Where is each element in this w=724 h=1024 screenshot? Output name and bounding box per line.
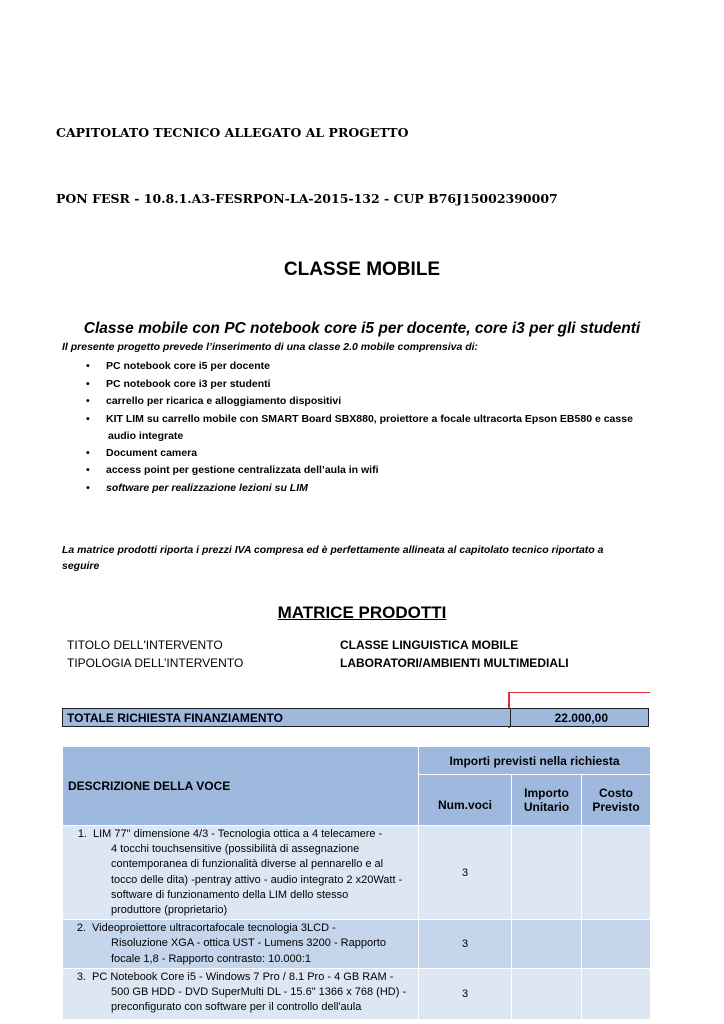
row-number: 1. (77, 828, 87, 840)
table-row (63, 920, 651, 969)
capitolato-heading: CAPITOLATO TECNICO ALLEGATO AL PROGETTO (56, 125, 409, 140)
list-item-line: KIT LIM su carrello mobile con SMART Board SBX880, proiettore a focale ultracorta Epson EB580 e casse (106, 412, 633, 425)
items-table (62, 746, 651, 1020)
list-item: • Document camera (86, 445, 646, 463)
header-line: Unitario (523, 800, 570, 814)
list-item: • access point per gestione centralizzata dell’aula in wifi (86, 462, 646, 480)
table-header-row (63, 747, 651, 775)
desc-line: contemporanea di funzionalità diverse al pennarello e al (111, 858, 384, 871)
row-costo (582, 826, 651, 920)
desc-line: Videoproiettore ultracortafocale tecnologia 3LCD - (92, 922, 336, 935)
red-marker-line (508, 692, 650, 693)
row-description (63, 826, 419, 920)
desc-line: LIM 77" dimensione 4/3 - Tecnologia ottica a 4 telecamere - (93, 828, 383, 840)
matrix-title: MATRICE PRODOTTI (277, 603, 447, 622)
row-importo (512, 826, 582, 920)
col-header-importi: Importi previsti nella richiesta (419, 747, 651, 775)
list-item: • carrello per ricarica e alloggiamento dispositivi (86, 393, 646, 411)
desc-line: tocco delle dita) -pentray attivo - audio integrato 2 x20Watt - (111, 873, 403, 886)
row-costo (582, 968, 651, 1019)
table-row (63, 826, 651, 920)
tipologia-value: LABORATORI/AMBIENTI MULTIMEDIALI (340, 656, 569, 670)
col-header-costo-previsto (582, 775, 651, 826)
list-item (86, 411, 646, 445)
total-label: TOTALE RICHIESTA FINANZIAMENTO (67, 711, 283, 725)
desc-line: PC Notebook Core i5 - Windows 7 Pro / 8.1 Pro - 4 GB RAM - (92, 970, 394, 983)
row-description (63, 968, 419, 1019)
desc-line: software di funzionamento della LIM dello stesso (111, 888, 349, 901)
col-header-num-voci: Num.voci (419, 775, 512, 826)
desc-line: Risoluzione XGA - ottica UST - Lumens 3200 - Rapporto (111, 937, 386, 950)
pon-heading: PON FESR - 10.8.1.A3-FESRPON-LA-2015-132 - CUP B76J15002390007 (56, 191, 558, 206)
header-line: Importo (524, 786, 569, 800)
list-item: • PC notebook core i5 per docente (86, 358, 646, 376)
row-qty: 3 (419, 920, 512, 969)
row-qty: 3 (419, 968, 512, 1019)
row-number: 3. (76, 970, 86, 983)
list-item: • software per realizzazione lezioni su LIM (86, 480, 646, 498)
pricing-note (62, 542, 652, 574)
total-value: 22.000,00 (554, 711, 608, 725)
note-line: La matrice prodotti riporta i prezzi IVA compresa ed è perfettamente allineata al capitolato tecnico riportato a (62, 544, 604, 556)
desc-line: 500 GB HDD - DVD SuperMulti DL - 15.6" 1366 x 768 (HD) - (111, 986, 407, 999)
intro-text: Il presente progetto prevede l’inserimento di una classe 2.0 mobile comprensiva di: (62, 341, 479, 353)
desc-line: 4 tocchi touchsensitive (possibilità di assegnazione (111, 843, 360, 856)
row-importo (512, 920, 582, 969)
feature-list (86, 358, 646, 498)
list-item: • PC notebook core i3 per studenti (86, 376, 646, 394)
row-costo (582, 920, 651, 969)
desc-line: produttore (proprietario) (111, 904, 228, 917)
col-header-description: DESCRIZIONE DELLA VOCE (63, 747, 419, 826)
row-description (63, 920, 419, 969)
total-divider (510, 709, 511, 727)
document-subtitle: Classe mobile con PC notebook core i5 per docente, core i3 per gli studenti (83, 320, 641, 337)
row-importo (512, 968, 582, 1019)
row-qty: 3 (419, 826, 512, 920)
tipologia-label: TIPOLOGIA DELL’INTERVENTO (67, 656, 244, 670)
desc-line: focale 1,8 - Rapporto contrasto: 10.000:1 (111, 952, 311, 965)
desc-line: preconfigurato con software per il controllo dell'aula (111, 1001, 362, 1014)
note-line: seguire (62, 560, 100, 572)
list-item-line: audio integrate (108, 429, 184, 442)
header-line: Previsto (592, 800, 640, 814)
titolo-label: TITOLO DELL'INTERVENTO (67, 638, 223, 652)
table-row (63, 968, 651, 1019)
titolo-value: CLASSE LINGUISTICA MOBILE (340, 638, 519, 652)
col-header-importo-unitario (512, 775, 582, 826)
header-line: Costo (599, 786, 633, 800)
document-title: CLASSE MOBILE (283, 259, 441, 280)
row-number: 2. (76, 922, 86, 935)
